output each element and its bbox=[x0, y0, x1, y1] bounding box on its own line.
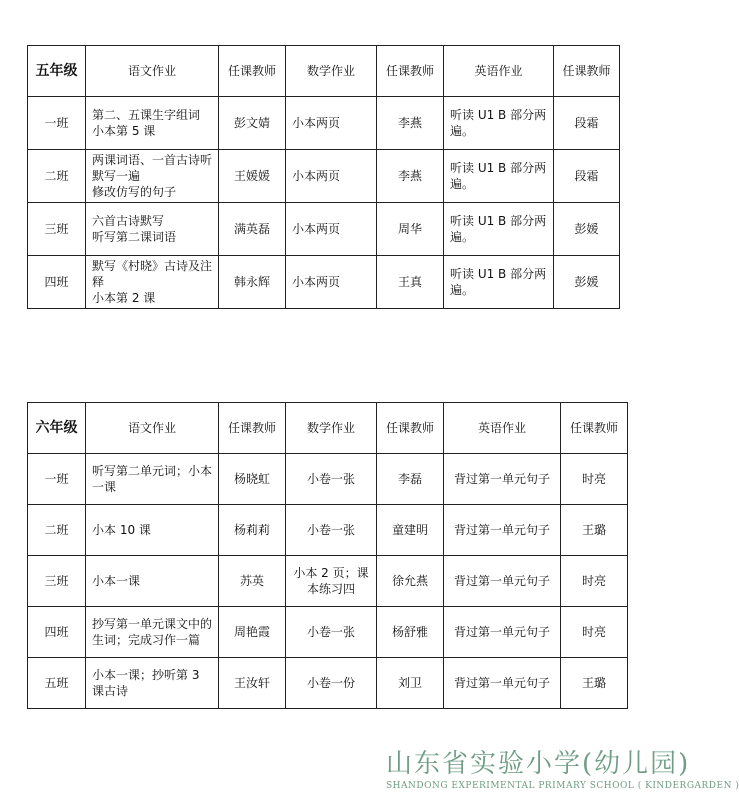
chinese-teacher-cell: 满英磊 bbox=[219, 203, 286, 256]
math-teacher-cell: 刘卫 bbox=[377, 658, 444, 709]
english-teacher-cell: 段霜 bbox=[554, 150, 620, 203]
english-homework-cell: 听读 U1 B 部分两遍。 bbox=[444, 203, 554, 256]
grade6-homework-table bbox=[27, 402, 628, 709]
chinese-homework-cell: 六首古诗默写 听写第二课词语 bbox=[86, 203, 219, 256]
header-english-teacher: 任课教师 bbox=[561, 403, 628, 454]
chinese-teacher-cell: 彭文婧 bbox=[219, 97, 286, 150]
chinese-teacher-cell: 王汝轩 bbox=[219, 658, 286, 709]
table-row bbox=[28, 658, 628, 709]
math-homework-cell: 小本两页 bbox=[286, 203, 377, 256]
math-homework-cell: 小卷一张 bbox=[286, 607, 377, 658]
class-name-cell: 三班 bbox=[28, 203, 86, 256]
math-homework-cell: 小本两页 bbox=[286, 256, 377, 309]
english-teacher-cell: 彭媛 bbox=[554, 203, 620, 256]
header-english-teacher: 任课教师 bbox=[554, 46, 620, 97]
class-name-cell: 一班 bbox=[28, 97, 86, 150]
english-teacher-cell: 时亮 bbox=[561, 556, 628, 607]
table-header-row bbox=[28, 46, 620, 97]
chinese-teacher-cell: 韩永辉 bbox=[219, 256, 286, 309]
chinese-homework-cell: 两课词语、一首古诗听默写一遍 修改仿写的句子 bbox=[86, 150, 219, 203]
header-chinese-homework: 语文作业 bbox=[86, 46, 219, 97]
math-teacher-cell: 李燕 bbox=[377, 97, 444, 150]
english-homework-cell: 听读 U1 B 部分两遍。 bbox=[444, 150, 554, 203]
english-homework-cell: 背过第一单元句子 bbox=[444, 505, 561, 556]
math-homework-cell: 小本两页 bbox=[286, 97, 377, 150]
english-teacher-cell: 时亮 bbox=[561, 607, 628, 658]
header-math-teacher: 任课教师 bbox=[377, 403, 444, 454]
chinese-teacher-cell: 苏英 bbox=[219, 556, 286, 607]
math-teacher-cell: 徐允燕 bbox=[377, 556, 444, 607]
table-row bbox=[28, 505, 628, 556]
table-header-row bbox=[28, 403, 628, 454]
header-chinese-teacher: 任课教师 bbox=[219, 46, 286, 97]
english-teacher-cell: 彭媛 bbox=[554, 256, 620, 309]
math-teacher-cell: 李磊 bbox=[377, 454, 444, 505]
table-row bbox=[28, 203, 620, 256]
chinese-homework-cell: 听写第二单元词；小本一课 bbox=[86, 454, 219, 505]
english-homework-cell: 听读 U1 B 部分两遍。 bbox=[444, 256, 554, 309]
header-math-teacher: 任课教师 bbox=[377, 46, 444, 97]
header-chinese-homework: 语文作业 bbox=[86, 403, 219, 454]
english-homework-cell: 背过第一单元句子 bbox=[444, 607, 561, 658]
class-name-cell: 二班 bbox=[28, 505, 86, 556]
grade-label: 五年级 bbox=[28, 46, 86, 97]
math-homework-cell: 小卷一张 bbox=[286, 505, 377, 556]
math-homework-cell: 小本 2 页；课本练习四 bbox=[286, 556, 377, 607]
math-teacher-cell: 李燕 bbox=[377, 150, 444, 203]
header-math-homework: 数学作业 bbox=[286, 403, 377, 454]
class-name-cell: 二班 bbox=[28, 150, 86, 203]
chinese-homework-cell: 小本一课；抄听第 3 课古诗 bbox=[86, 658, 219, 709]
class-name-cell: 四班 bbox=[28, 607, 86, 658]
header-english-homework: 英语作业 bbox=[444, 403, 561, 454]
math-homework-cell: 小本两页 bbox=[286, 150, 377, 203]
table-row bbox=[28, 256, 620, 309]
table-row bbox=[28, 556, 628, 607]
chinese-homework-cell: 小本 10 课 bbox=[86, 505, 219, 556]
table-row bbox=[28, 97, 620, 150]
class-name-cell: 四班 bbox=[28, 256, 86, 309]
chinese-teacher-cell: 杨晓虹 bbox=[219, 454, 286, 505]
english-teacher-cell: 段霜 bbox=[554, 97, 620, 150]
english-homework-cell: 听读 U1 B 部分两遍。 bbox=[444, 97, 554, 150]
chinese-homework-cell: 抄写第一单元课文中的生词；完成习作一篇 bbox=[86, 607, 219, 658]
class-name-cell: 一班 bbox=[28, 454, 86, 505]
header-math-homework: 数学作业 bbox=[286, 46, 377, 97]
header-english-homework: 英语作业 bbox=[444, 46, 554, 97]
chinese-homework-cell: 默写《村晓》古诗及注释 小本第 2 课 bbox=[86, 256, 219, 309]
chinese-homework-cell: 第二、五课生字组词 小本第 5 课 bbox=[86, 97, 219, 150]
math-teacher-cell: 周华 bbox=[377, 203, 444, 256]
english-homework-cell: 背过第一单元句子 bbox=[444, 556, 561, 607]
table-row bbox=[28, 454, 628, 505]
english-homework-cell: 背过第一单元句子 bbox=[444, 454, 561, 505]
chinese-teacher-cell: 杨莉莉 bbox=[219, 505, 286, 556]
school-logo-chinese: 山东省实验小学(幼儿园) bbox=[386, 749, 691, 779]
chinese-teacher-cell: 王媛媛 bbox=[219, 150, 286, 203]
chinese-homework-cell: 小本一课 bbox=[86, 556, 219, 607]
table-row bbox=[28, 607, 628, 658]
school-logo bbox=[386, 748, 739, 792]
math-homework-cell: 小卷一份 bbox=[286, 658, 377, 709]
table-row bbox=[28, 150, 620, 203]
math-teacher-cell: 王真 bbox=[377, 256, 444, 309]
math-teacher-cell: 杨舒雅 bbox=[377, 607, 444, 658]
english-teacher-cell: 王璐 bbox=[561, 658, 628, 709]
chinese-teacher-cell: 周艳霞 bbox=[219, 607, 286, 658]
grade5-homework-table bbox=[27, 45, 620, 309]
school-logo-english: SHANDONG EXPERIMENTAL PRIMARY SCHOOL ( KINDERGARDEN ) bbox=[386, 781, 739, 791]
class-name-cell: 五班 bbox=[28, 658, 86, 709]
class-name-cell: 三班 bbox=[28, 556, 86, 607]
grade-label: 六年级 bbox=[28, 403, 86, 454]
math-homework-cell: 小卷一张 bbox=[286, 454, 377, 505]
header-chinese-teacher: 任课教师 bbox=[219, 403, 286, 454]
english-teacher-cell: 王璐 bbox=[561, 505, 628, 556]
english-homework-cell: 背过第一单元句子 bbox=[444, 658, 561, 709]
english-teacher-cell: 时亮 bbox=[561, 454, 628, 505]
math-teacher-cell: 童建明 bbox=[377, 505, 444, 556]
